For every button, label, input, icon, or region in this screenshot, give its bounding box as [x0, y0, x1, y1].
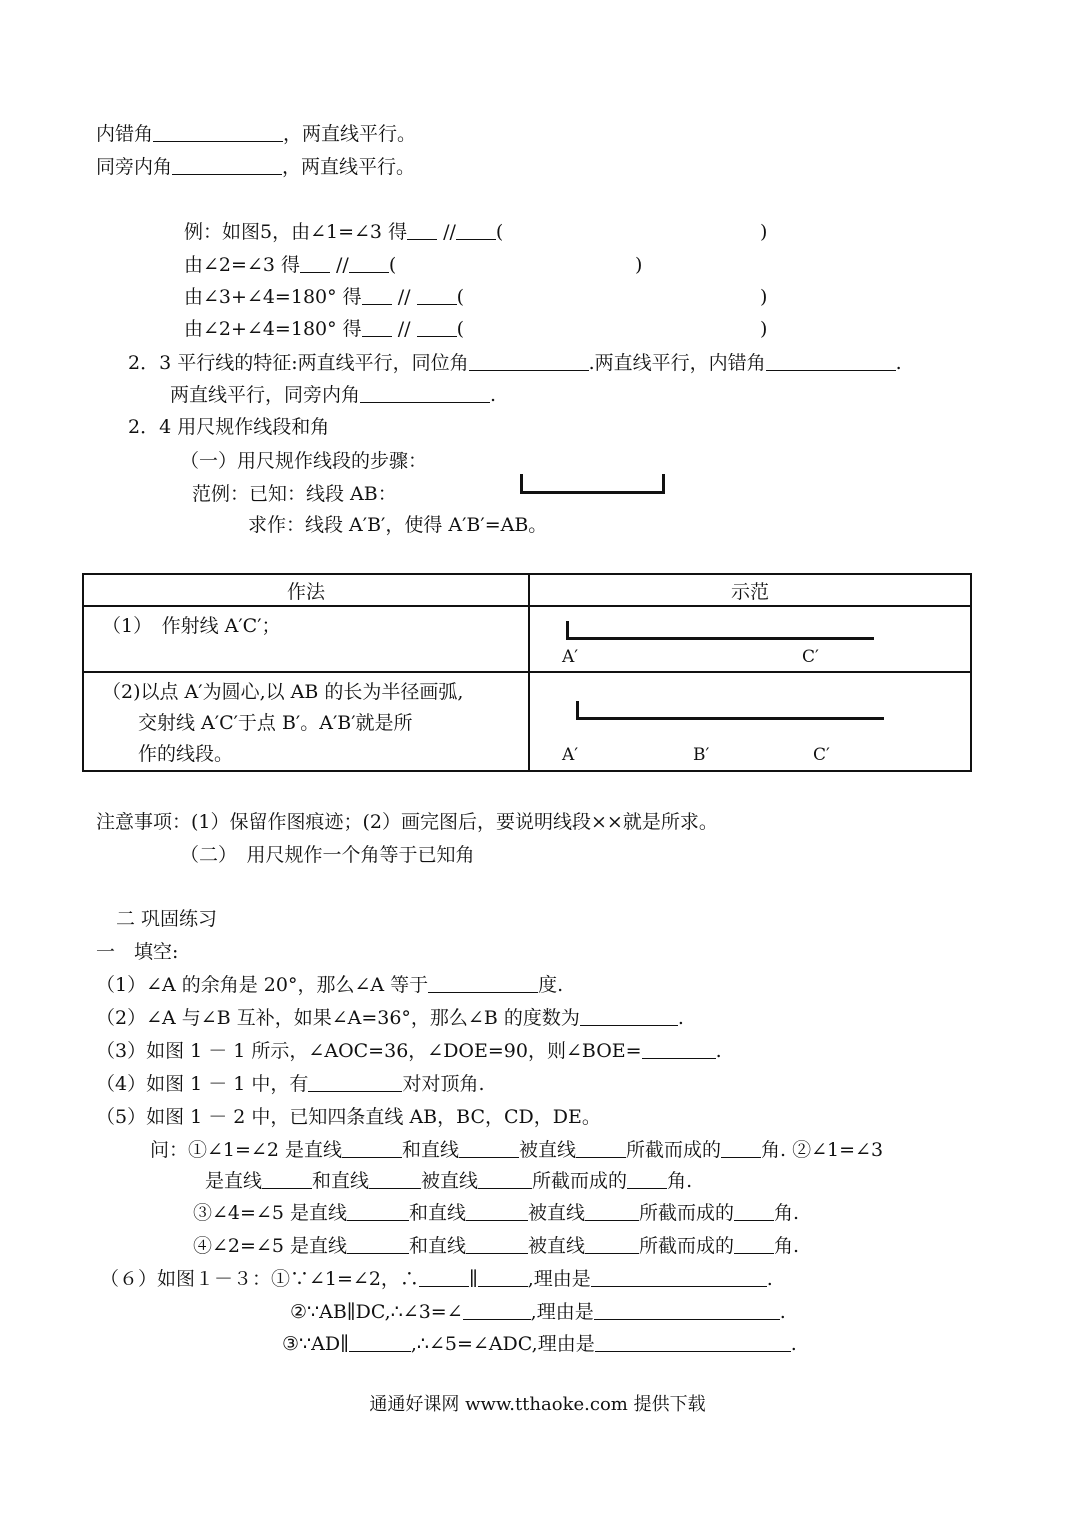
text: 所截而成的	[639, 1202, 735, 1224]
blank[interactable]	[360, 384, 490, 403]
text: 例：如图5，由∠1=∠3 得	[184, 221, 408, 243]
ray-line	[576, 717, 884, 720]
text: //	[437, 221, 456, 243]
blank[interactable]	[466, 1202, 528, 1221]
text: //	[391, 286, 417, 308]
blank[interactable]	[362, 318, 392, 337]
blank[interactable]	[417, 286, 457, 305]
text: .	[715, 1040, 722, 1062]
question-6-a	[100, 1266, 773, 1292]
subsection-2: （二） 用尺规作一个角等于已知角	[180, 844, 475, 866]
blank[interactable]	[591, 1268, 767, 1287]
demo-ray-1	[530, 607, 970, 671]
text: 和直线	[401, 1139, 459, 1161]
blank[interactable]	[456, 221, 496, 240]
demo-cell-1	[529, 606, 971, 672]
footer: 通通好课网 www.tthaoke.com 提供下载	[369, 1394, 706, 1415]
segment-ab-tick-right	[662, 474, 665, 493]
question-2	[96, 1005, 684, 1031]
blank[interactable]	[362, 286, 392, 305]
text: 被直线	[519, 1139, 577, 1161]
table-row	[83, 672, 971, 771]
blank[interactable]	[347, 1202, 409, 1221]
text: .	[490, 384, 497, 406]
blank[interactable]	[349, 254, 389, 273]
practice-title: 二 巩固练习	[116, 908, 218, 930]
demo-cell-2	[529, 672, 971, 771]
blank[interactable]	[766, 352, 896, 371]
text: 内错角	[96, 123, 154, 145]
point-label: C′	[802, 647, 819, 667]
segment-ab-tick-left	[520, 474, 523, 493]
text: 和直线	[312, 1170, 370, 1192]
paren-close: )	[760, 318, 768, 340]
example-line-1	[184, 219, 503, 245]
blank[interactable]	[347, 1235, 409, 1254]
blank[interactable]	[478, 1268, 528, 1287]
text: 角.	[774, 1202, 800, 1224]
paren-close: )	[635, 254, 643, 276]
text: 所截而成的	[532, 1170, 628, 1192]
construction-table	[82, 573, 972, 772]
paren-close: )	[760, 221, 768, 243]
blank[interactable]	[417, 318, 457, 337]
blank[interactable]	[349, 1333, 411, 1352]
method-step-2	[84, 673, 528, 770]
blank[interactable]	[576, 1139, 626, 1158]
question-5-c	[193, 1200, 799, 1226]
text: 对对顶角.	[402, 1073, 485, 1095]
point-label: A′	[562, 745, 579, 765]
text: ,∴∠5=∠ADC,理由是	[410, 1333, 595, 1355]
text: 角.	[774, 1235, 800, 1257]
method-cell-2	[83, 672, 529, 771]
text: //	[391, 318, 417, 340]
question-3	[96, 1038, 722, 1064]
text: .	[895, 352, 902, 374]
question-4	[96, 1071, 484, 1097]
segment-ab	[520, 491, 665, 494]
text: 同旁内角	[96, 156, 173, 178]
text: 由∠3+∠4=180° 得	[184, 286, 362, 308]
text: 被直线	[528, 1202, 586, 1224]
point-label: B′	[693, 745, 710, 765]
text: （６）如图１－３：①∵∠1=∠2，∴	[100, 1268, 419, 1290]
text: ，两直线平行。	[282, 156, 416, 178]
text: ③∵AD∥	[282, 1333, 349, 1355]
blank[interactable]	[594, 1301, 780, 1320]
blank[interactable]	[466, 1235, 528, 1254]
blank[interactable]	[369, 1170, 421, 1189]
question-6-b	[290, 1299, 786, 1325]
blank[interactable]	[595, 1333, 791, 1352]
text: (	[456, 318, 464, 340]
question-6-c	[282, 1331, 797, 1357]
text: 作的线段。	[138, 743, 234, 765]
text: //	[329, 254, 349, 276]
text: .两直线平行，内错角	[588, 352, 766, 374]
table-header-row	[83, 574, 971, 606]
method-step-1: （1） 作射线 A′C′；	[102, 615, 281, 637]
point-label: A′	[562, 647, 579, 667]
blank[interactable]	[642, 1040, 716, 1059]
blank[interactable]	[585, 1202, 639, 1221]
blank[interactable]	[734, 1235, 774, 1254]
line-co-interior-angles	[96, 154, 415, 180]
text: ,理由是	[527, 1268, 591, 1290]
task-line: 求作：线段 A′B′，使得 A′B′=AB。	[248, 514, 548, 536]
text: （3）如图 1 － 1 所示，∠AOC=36，∠DOE=90，则∠BOE=	[96, 1040, 642, 1062]
blank[interactable]	[419, 1268, 469, 1287]
question-1	[96, 972, 563, 998]
method-cell-1	[83, 606, 529, 672]
subsection-1: （一）用尺规作线段的步骤：	[180, 450, 428, 472]
text: 和直线	[408, 1202, 466, 1224]
text: （2)以点 A′为圆心,以 AB 的长为半径画弧,	[102, 681, 464, 703]
text: 问：①∠1=∠2 是直线	[150, 1139, 342, 1161]
ray-line	[566, 637, 874, 640]
section-2-4-title: 2．4 用尺规作线段和角	[128, 416, 330, 438]
text: 被直线	[528, 1235, 586, 1257]
text: ④∠2=∠5 是直线	[193, 1235, 347, 1257]
blank[interactable]	[459, 1139, 519, 1158]
question-5: （5）如图 1 － 2 中，已知四条直线 AB，BC，CD，DE。	[96, 1106, 601, 1128]
text: 由∠2+∠4=180° 得	[184, 318, 362, 340]
text: (	[456, 286, 464, 308]
question-5-d	[193, 1233, 799, 1259]
demo-ray-2	[530, 673, 970, 769]
text: 角. ②∠1=∠3	[761, 1139, 884, 1161]
text: ③∠4=∠5 是直线	[193, 1202, 347, 1224]
text: (	[495, 221, 504, 243]
table-header-demo: 示范	[529, 574, 971, 606]
blank[interactable]	[428, 974, 538, 993]
blank[interactable]	[463, 1301, 531, 1320]
text: （1）∠A 的余角是 20°，那么∠A 等于	[96, 974, 429, 996]
blank[interactable]	[721, 1139, 761, 1158]
text: .	[790, 1333, 797, 1355]
text: 两直线平行，同旁内角	[170, 384, 361, 406]
blank[interactable]	[172, 156, 282, 175]
blank[interactable]	[734, 1202, 774, 1221]
notes-line: 注意事项：(1）保留作图痕迹；(2）画完图后，要说明线段××就是所求。	[96, 811, 718, 833]
text: .	[766, 1268, 773, 1290]
text: 由∠2=∠3 得	[184, 254, 300, 276]
text: 交射线 A′C′于点 B′。A′B′就是所	[138, 712, 413, 734]
section-2-3	[128, 350, 902, 376]
text: ②∵AB∥DC,∴∠3=∠	[290, 1301, 463, 1323]
text: 角.	[667, 1170, 693, 1192]
blank[interactable]	[469, 352, 589, 371]
text: ，两直线平行。	[283, 123, 417, 145]
table-header-method: 作法	[83, 574, 529, 606]
blank[interactable]	[300, 254, 330, 273]
question-5-a	[150, 1137, 883, 1163]
text: 所截而成的	[639, 1235, 735, 1257]
question-5-b	[205, 1168, 692, 1194]
example-line-3	[184, 284, 464, 310]
paren-close: )	[760, 286, 768, 308]
blank[interactable]	[585, 1235, 639, 1254]
blank[interactable]	[262, 1170, 312, 1189]
table-row	[83, 606, 971, 672]
blank[interactable]	[478, 1170, 532, 1189]
blank[interactable]	[153, 123, 283, 142]
text: （4）如图 1 － 1 中，有	[96, 1073, 309, 1095]
text: .	[779, 1301, 786, 1323]
example-line-2	[184, 252, 396, 278]
text: 是直线	[205, 1170, 263, 1192]
text: 度.	[538, 974, 564, 996]
text: ∥	[468, 1268, 478, 1290]
point-label: C′	[813, 745, 830, 765]
text: 被直线	[421, 1170, 479, 1192]
blank[interactable]	[407, 221, 437, 240]
blank[interactable]	[627, 1170, 667, 1189]
example-line-4	[184, 316, 464, 342]
text: 2．3 平行线的特征:两直线平行，同位角	[128, 352, 469, 374]
blank[interactable]	[308, 1073, 402, 1092]
blank[interactable]	[342, 1139, 402, 1158]
text: .	[677, 1007, 684, 1029]
text: 所截而成的	[626, 1139, 722, 1161]
given-line: 范例：已知：线段 AB：	[192, 483, 397, 505]
fill-heading: 一 填空:	[96, 941, 179, 963]
blank[interactable]	[580, 1007, 678, 1026]
text: 和直线	[408, 1235, 466, 1257]
line-alternate-angles	[96, 121, 416, 147]
text: ,理由是	[530, 1301, 594, 1323]
section-2-3-cont	[170, 382, 496, 408]
text: （2）∠A 与∠B 互补，如果∠A=36°，那么∠B 的度数为	[96, 1007, 580, 1029]
text: (	[388, 254, 397, 276]
